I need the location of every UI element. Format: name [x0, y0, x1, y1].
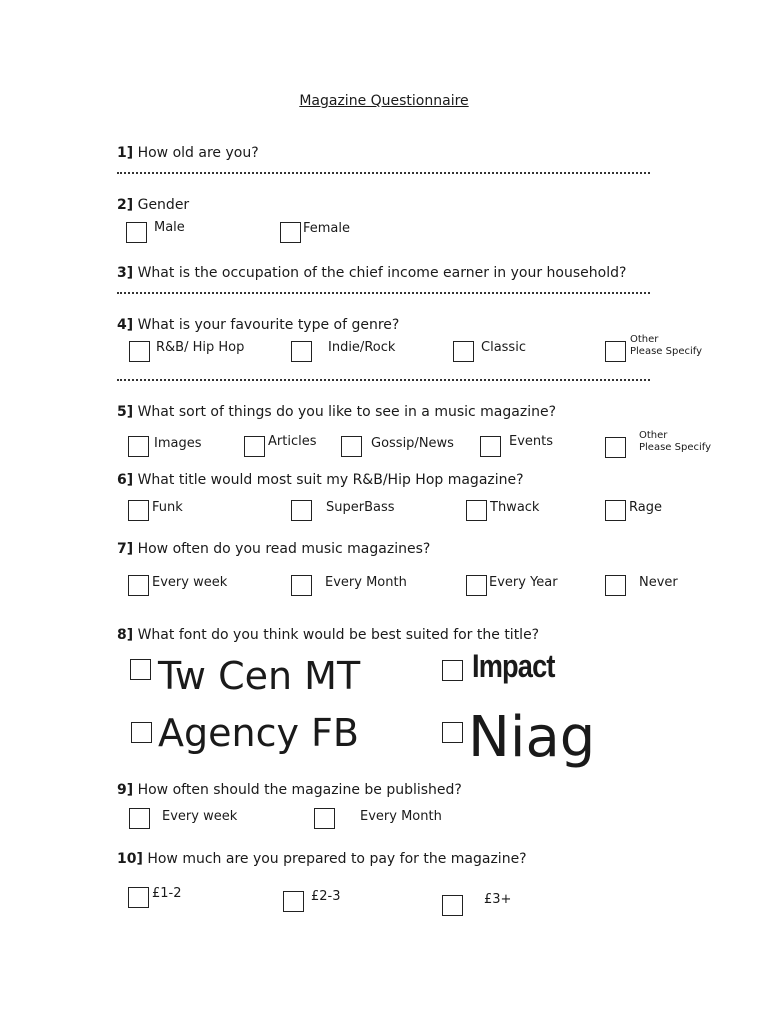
option-label: Articles	[268, 434, 317, 449]
checkbox-never[interactable]	[605, 575, 626, 596]
option-label: Images	[154, 436, 202, 451]
option-label: Never	[639, 575, 678, 590]
checkbox-niag[interactable]	[442, 722, 463, 743]
checkbox-price-3-plus[interactable]	[442, 895, 463, 916]
page-title: Magazine Questionnaire	[299, 93, 469, 109]
checkbox-superbass[interactable]	[291, 500, 312, 521]
question-1: 1] How old are you?	[117, 145, 259, 161]
answer-line-1[interactable]	[117, 172, 650, 174]
checkbox-publish-week[interactable]	[129, 808, 150, 829]
checkbox-every-year[interactable]	[466, 575, 487, 596]
option-label: Every week	[162, 809, 238, 824]
question-4: 4] What is your favourite type of genre?	[117, 317, 400, 333]
option-label: R&B/ Hip Hop	[156, 340, 245, 355]
option-label: £3+	[484, 892, 512, 907]
option-label: Gossip/News	[371, 436, 454, 451]
question-3: 3] What is the occupation of the chief income earner in your household?	[117, 265, 627, 281]
question-10: 10] How much are you prepared to pay for the magazine?	[117, 851, 527, 867]
font-sample-impact: Impact	[472, 648, 555, 684]
font-sample-niag: Niag	[468, 705, 596, 770]
font-sample-niag-clip	[468, 700, 628, 775]
question-2: 2] Gender	[117, 197, 190, 213]
option-label: £1-2	[152, 886, 182, 901]
option-label: Every week	[152, 575, 228, 590]
option-label: Female	[303, 221, 351, 236]
option-label: Indie/Rock	[328, 340, 396, 355]
checkbox-other-things[interactable]	[605, 437, 626, 458]
checkbox-rage[interactable]	[605, 500, 626, 521]
checkbox-images[interactable]	[128, 436, 149, 457]
checkbox-every-month[interactable]	[291, 575, 312, 596]
option-label: SuperBass	[326, 500, 395, 515]
checkbox-articles[interactable]	[244, 436, 265, 457]
font-sample-twcen: Tw Cen MT	[158, 654, 361, 698]
checkbox-price-1-2[interactable]	[128, 887, 149, 908]
question-9: 9] How often should the magazine be published?	[117, 782, 462, 798]
option-label: Every Year	[489, 575, 558, 590]
option-label: Thwack	[490, 500, 540, 515]
checkbox-every-week[interactable]	[128, 575, 149, 596]
checkbox-other-genre[interactable]	[605, 341, 626, 362]
option-label: Classic	[481, 340, 526, 355]
checkbox-publish-month[interactable]	[314, 808, 335, 829]
answer-line-3[interactable]	[117, 292, 650, 294]
checkbox-twcen[interactable]	[130, 659, 151, 680]
option-label: Every Month	[325, 575, 407, 590]
option-label: Funk	[152, 500, 183, 515]
option-other-label: Other Please Specify	[639, 430, 712, 453]
answer-line-4[interactable]	[117, 379, 650, 381]
checkbox-events[interactable]	[480, 436, 501, 457]
checkbox-classic[interactable]	[453, 341, 474, 362]
option-other-label: Other Please Specify	[630, 334, 703, 357]
font-sample-agency: Agency FB	[158, 711, 359, 755]
option-label: Male	[154, 220, 185, 235]
checkbox-indie[interactable]	[291, 341, 312, 362]
checkbox-rnb[interactable]	[129, 341, 150, 362]
question-5: 5] What sort of things do you like to see in a music magazine?	[117, 404, 557, 420]
checkbox-female[interactable]	[280, 222, 301, 243]
font-sample-agency-clip	[158, 708, 418, 768]
question-8: 8] What font do you think would be best suited for the title?	[117, 627, 540, 643]
option-label: Events	[509, 434, 554, 449]
question-7: 7] How often do you read music magazines?	[117, 541, 431, 557]
option-label: Rage	[629, 500, 662, 515]
checkbox-price-2-3[interactable]	[283, 891, 304, 912]
question-6: 6] What title would most suit my R&B/Hip Hop magazine?	[117, 472, 524, 488]
option-label: £2-3	[311, 889, 341, 904]
checkbox-agency[interactable]	[131, 722, 152, 743]
checkbox-thwack[interactable]	[466, 500, 487, 521]
checkbox-male[interactable]	[126, 222, 147, 243]
checkbox-gossip[interactable]	[341, 436, 362, 457]
checkbox-funk[interactable]	[128, 500, 149, 521]
checkbox-impact[interactable]	[442, 660, 463, 681]
option-label: Every Month	[360, 809, 442, 824]
